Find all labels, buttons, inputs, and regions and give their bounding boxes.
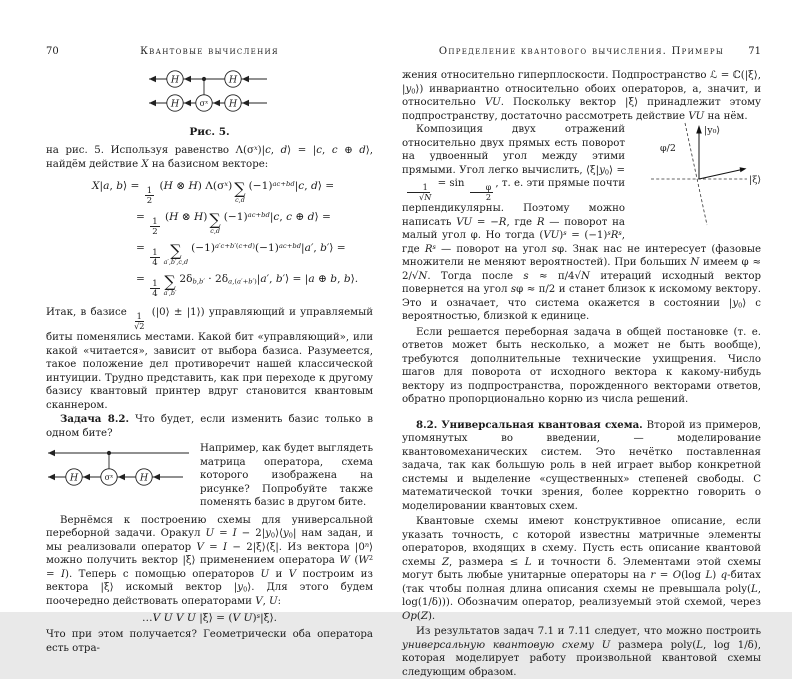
angle-label: φ/2 xyxy=(660,143,676,154)
paragraph-circuit-description: Квантовые схемы имеют конструктивное описание, если указать точность, с которой известны матричные элементы операторов, входящих в схему. Пусть есть описание квантовой схемы Z, размера ≤ L и точности δ. Элементами этой схемы могут быть любые унитарные операторы на r = O(log L) q-битах (так чтобы полная длина описания схемы не превышала poly(L, log(1/δ))). Обозначим оператор, реализуемый этой схемой, через Op(Z). xyxy=(402,516,761,622)
equation-line-2: = $\frac{1}{2}$ (H ⊗ H) ∑ c,d $(-1)^{ac+bd}|c$, c ⊕ d⟩ = xyxy=(136,210,331,237)
figure-5-circuit xyxy=(147,70,272,116)
paragraph-page-end: Что при этом получается? Геометрически оба оператора есть отра- xyxy=(46,629,373,654)
section-8-2 xyxy=(402,419,761,514)
task-circuit xyxy=(46,447,191,493)
task-figure-row xyxy=(46,442,373,510)
equation-line-1: X|a, b⟩ = $\frac{1}{2}$ (H ⊗ H) $\Lambda(\sigma^x)$ ∑ c,d $(-1)^{ac+bd}|c$, d⟩ = xyxy=(92,179,335,206)
rotation-diagram xyxy=(633,119,761,235)
section-body: Второй из примеров, упомянутых во введении, — моделирование квантовомеханических систем. Это нечётко поставленная задача, так как большую роль в ней играет выбор конкретной системы и выделение «существенных» степеней свободы. С математической точки зрения, более корректно говорить о моделировании квантовых схем. xyxy=(402,419,761,512)
section-heading: 8.2. Универсальная квантовая схема. xyxy=(416,418,643,431)
display-equation-block xyxy=(46,177,373,301)
paragraph-grover-setup: Вернёмся к построению схемы для универсальной переборной задачи. Оракул $U = I - 2|y_0⟩⟨y_0|$ нам задан, и мы реализовали оператор V = I − 2|ξ⟩⟨ξ|. Из вектора |0$^n$⟩ можно получить вектор |ξ⟩ применением оператора W $(W^2 = I)$. Теперь с помощью операторов U и V построим из вектора |ξ⟩ искомый вектор $|y_0⟩$. Для этого будем поочередно действовать операторами V, U: xyxy=(46,514,374,607)
sigma-x-gate-label: σˣ xyxy=(199,98,209,108)
paragraph-subspace: жения относительно гиперплоскости. Подпространство ℒ = ℂ(|ξ⟩, $|y_0⟩$) инвариантно относительно обоих операторов, а, значит, и относительно VU. Поскольку вектор |ξ⟩ принадлежит этому подпространству, достаточно рассмотреть действие VU на нём. xyxy=(402,70,761,122)
h-gate-label: H xyxy=(139,472,149,484)
figure-5-caption: Рис. 5. xyxy=(189,126,230,138)
left-running-title: Квантовые вычисления xyxy=(140,46,279,57)
control-dot xyxy=(202,77,206,81)
paragraph-derivation-intro: на рис. 5. Используя равенство $\Lambda(\sigma^x)|c$, d⟩ = |c, c ⊕ d⟩, найдём действие X на базисном векторе: xyxy=(46,144,373,170)
sigma-x-gate-label: σˣ xyxy=(104,472,114,482)
tilted-line xyxy=(685,123,707,225)
left-page xyxy=(46,46,373,655)
equation-line-4: = $\frac{1}{4}$ ∑ a′,b′ $2\delta_{b,b'} \cdot 2\delta_{a,(a'+b')}|a'$, b′⟩ = |a ⊕ b, b⟩. xyxy=(136,272,359,299)
y0-label: |y₀⟩ xyxy=(704,125,721,136)
right-running-head xyxy=(402,46,761,57)
h-gate-label: H xyxy=(228,74,238,86)
xi-vector xyxy=(699,170,742,180)
right-page xyxy=(402,46,761,679)
task-label: Задача 8.2. xyxy=(60,413,130,426)
h-gate-label: H xyxy=(170,74,180,86)
equation-line-3: = $\frac{1}{4}$ ∑ a′,b′,c,d $(-1)^{a'c+b'(c+d)}(-1)^{ac+bd}|a'$, b′⟩ = xyxy=(136,241,346,268)
task-8-2-line xyxy=(46,413,373,440)
task-question: Что будет, если изменить базис только в одном бите? xyxy=(46,414,373,439)
rotation-text: Композиция двух отражений относительно двух прямых есть поворот на удвоенный угол между этими прямыми. Угол легко вычислить, $⟨\xi|y_0⟩$ = $\frac{1}{√N}$ = sin $\frac{\varphi}{2}$ , т. е. эти прямые почти перпендикулярны. Поэтому можно написать VU = −R, где R — поворот на малый угол φ. Но тогда $(VU)^s = (-1)^sR^s$, где $R^s$ — поворот на угол sφ. Знак нас не интересует (фазовые множители не меняют вероятностей). При больших N имеем φ ≈ 2/√N. Тогда после s ≈ π/4√N итераций исходный вектор повернется на угол sφ ≈ π/2 и станет близок к искомому вектору. Это и означает, что система окажется в состоянии $|y_0⟩$ с вероятностью, близкой к единице. xyxy=(402,124,762,323)
control-dot xyxy=(107,451,111,455)
xi-label: |ξ⟩ xyxy=(749,174,762,186)
paragraph-basis-swap: Итак, в базисе $\frac{1}{√2}$ (|0⟩ ± |1⟩) управляющий и управляемый биты поменялись местами. Какой бит «управляющий», или какой «читается», зависит от выбора базиса. Разумеется, такое положение дел противоречит нашей классической интуиции. Трудно представить, как при переходе к другому базису квантовый принтер вдруг становится квантовым сканнером. xyxy=(46,307,373,411)
paragraph-general-search: Если решается переборная задача в общей постановке (т. е. ответов может быть несколько, а может не быть вообще), требуются дополнительные технические ухищрения. Число шагов для поворота от исходного вектора к какому-нибудь вектору из подпространства, порожденного векторами ответов, обратно пропорционально корню из числа решений. xyxy=(402,326,761,406)
figure-5 xyxy=(46,70,373,138)
paragraph-rotation xyxy=(402,123,761,324)
left-running-head xyxy=(46,46,373,57)
h-gate-label: H xyxy=(228,98,238,110)
right-running-title: Определение квантового вычисления. Примеры xyxy=(438,46,725,57)
iteration-formula: …V U V U |ξ⟩ = (V U)$^s$|ξ⟩. xyxy=(142,611,277,625)
h-gate-label: H xyxy=(69,472,79,484)
paragraph-universal-circuit: Из результатов задач 7.1 и 7.11 следует, что можно построить универсальную квантовую схему U размера poly(L, log 1/δ), которая моделирует работу произвольной квантовой схемы следующим образом. xyxy=(402,626,761,678)
left-page-number: 70 xyxy=(46,46,59,57)
task-wrap-text: Например, как будет выглядеть матрица оператора, схема которого изображена на рисунке? Попробуйте также поменять базис в другом бите. xyxy=(200,443,373,509)
h-gate-label: H xyxy=(170,98,180,110)
right-page-number: 71 xyxy=(748,46,761,57)
